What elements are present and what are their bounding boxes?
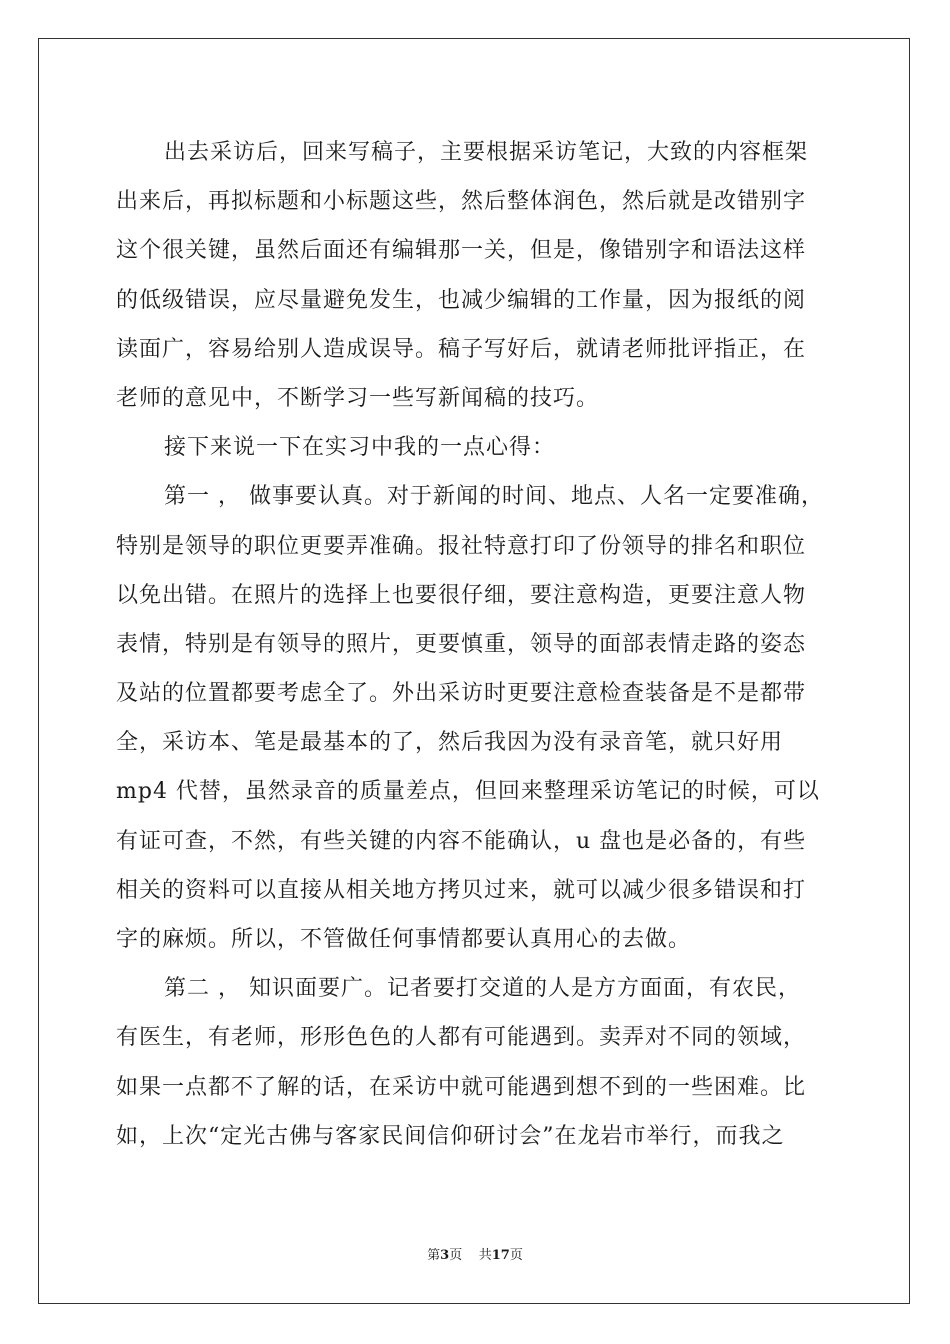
page-suffix: 页 [449, 1248, 463, 1263]
text-line: 有医生，有老师，形形色色的人都有可能遇到。卖弄对不同的领域， [116, 1025, 807, 1051]
text-line: 表情，特别是有领导的照片，更要慎重，领导的面部表情走路的姿态 [116, 631, 807, 657]
page-footer [0, 1244, 950, 1263]
text-line: 出来后，再拟标题和小标题这些，然后整体润色，然后就是改错别字 [116, 189, 807, 215]
text-line: 有证可查，不然，有些关键的内容不能确认，u 盘也是必备的，有些 [116, 828, 807, 854]
text-line: 以免出错。在照片的选择上也要很仔细，要注意构造，更要注意人物 [116, 582, 807, 608]
text-line: 及站的位置都要考虑全了。外出采访时更要注意检查装备是不是都带 [116, 681, 807, 707]
text-line: mp4 代替，虽然录音的质量差点，但回来整理采访笔记的时候，可以 [116, 779, 820, 805]
text-line: 读面广，容易给别人造成误导。稿子写好后，就请老师批评指正，在 [116, 336, 807, 362]
text-line: 的低级错误，应尽量避免发生，也减少编辑的工作量，因为报纸的阅 [116, 287, 807, 313]
text-line: 第二 ， 知识面要广。记者要打交道的人是方方面面，有农民， [164, 976, 801, 1002]
text-line: 全，采访本、笔是最基本的了，然后我因为没有录音笔，就只好用 [116, 730, 784, 756]
text-line: 如果一点都不了解的话，在采访中就可能遇到想不到的一些困难。比 [116, 1074, 807, 1100]
text-line: 如，上次“定光古佛与客家民间信仰研讨会”在龙岩市举行，而我之 [116, 1123, 785, 1149]
total-suffix: 页 [509, 1248, 523, 1263]
text-line: 接下来说一下在实习中我的一点心得： [164, 435, 556, 461]
text-line: 第一 ， 做事要认真。对于新闻的时间、地点、人名一定要准确， [164, 484, 824, 510]
text-line: 这个很关键，虽然后面还有编辑那一关，但是，像错别字和语法这样 [116, 238, 807, 264]
text-line: 特别是领导的职位更要弄准确。报社特意打印了份领导的排名和职位 [116, 533, 807, 559]
page-number: 3 [440, 1248, 450, 1263]
page-prefix: 第 [427, 1248, 441, 1263]
total-pages: 17 [491, 1248, 510, 1263]
document-body [116, 128, 836, 1161]
text-line: 出去采访后，回来写稿子，主要根据采访笔记，大致的内容框架 [164, 140, 809, 165]
text-line: 相关的资料可以直接从相关地方拷贝过来，就可以减少很多错误和打 [116, 877, 807, 903]
text-line: 老师的意见中，不断学习一些写新闻稿的技巧。 [116, 385, 600, 411]
text-line: 字的麻烦。所以，不管做任何事情都要认真用心的去做。 [116, 927, 692, 952]
total-prefix: 共 [478, 1248, 492, 1263]
